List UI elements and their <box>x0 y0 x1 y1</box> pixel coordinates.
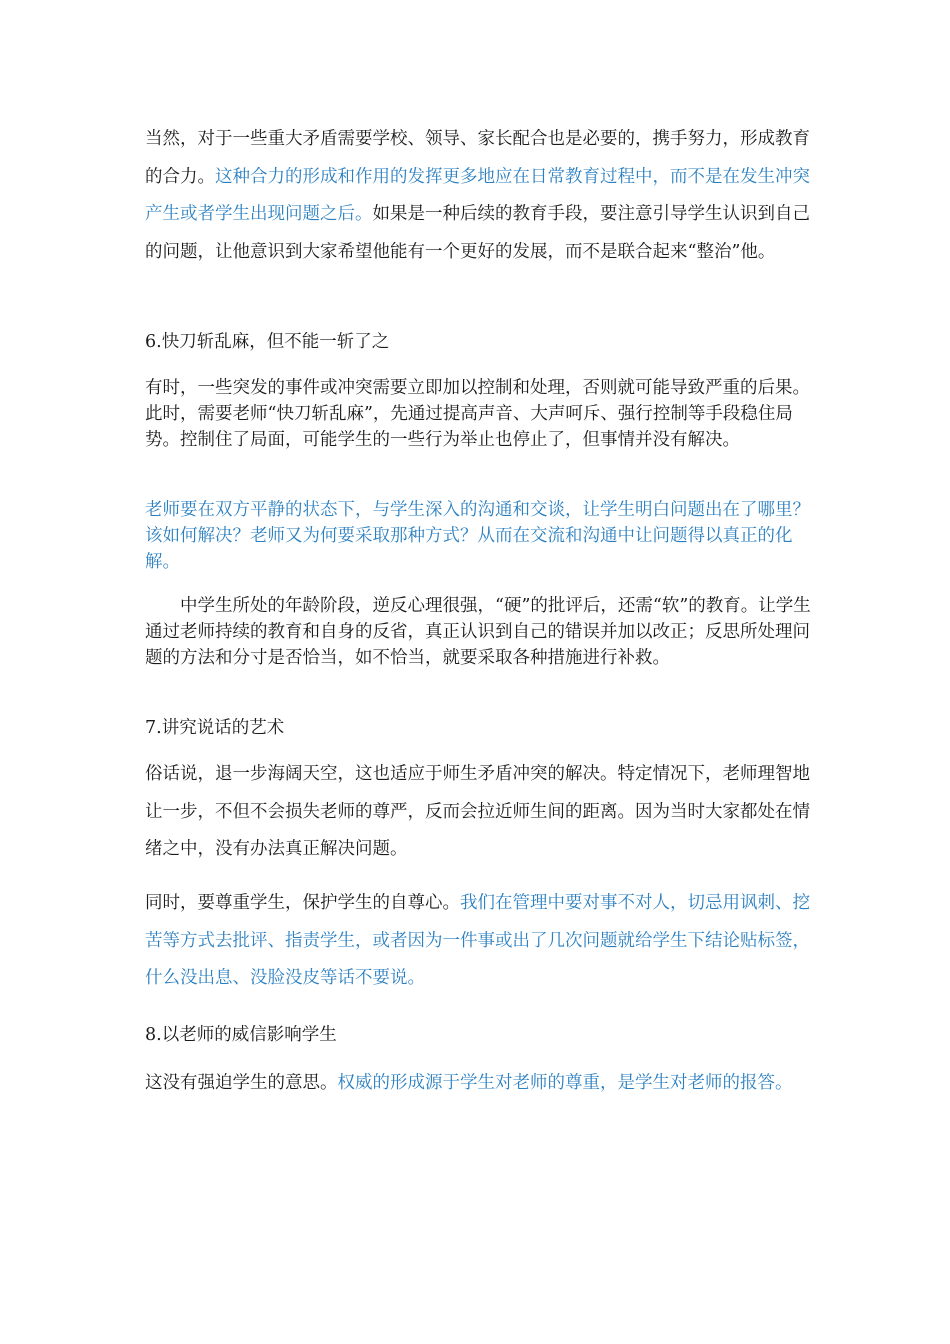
paragraph-text: 当然，对于一些重大矛盾需要学校、领导、家长配合也是必要的，携手努力，形成教育的合力。 <box>145 129 810 187</box>
highlighted-text: 我们在管理中要对事不对人，切忌用讽刺、挖苦等方式去批评、指责学生，或者因为一件事或出了几次问题就给学生下结论贴标签，什么没出息、没脸没皮等话不要说。 <box>145 893 810 988</box>
paragraph-text: 同时，要尊重学生，保护学生的自尊心。 <box>145 893 460 913</box>
paragraph-authority <box>145 1065 815 1103</box>
paragraph-respect-students <box>145 885 815 998</box>
section-heading-7: 7.讲究说话的艺术 <box>145 718 285 738</box>
paragraph-calm-communication: 老师要在双方平静的状态下，与学生深入的沟通和交谈，让学生明白问题出在了哪里？该如何解决？老师又为何要采取那种方式？从而在交流和沟通中让问题得以真正的化解。 <box>145 500 810 572</box>
section-heading-6: 6.快刀斩乱麻，但不能一斩了之 <box>145 332 390 352</box>
paragraph-middle-school: 中学生所处的年龄阶段，逆反心理很强，“硬”的批评后，还需“软”的教育。让学生通过老师持续的教育和自身的反省，真正认识到自己的错误并加以改正；反思所处理问题的方法和分寸是否恰当，如不恰当，就要采取各种措施进行补救。 <box>145 596 811 668</box>
highlighted-text: 权威的形成源于学生对老师的尊重，是学生对老师的报答。 <box>337 1073 793 1093</box>
paragraph-text: 这没有强迫学生的意思。 <box>145 1073 338 1093</box>
paragraph-joint-force <box>145 121 815 271</box>
paragraph-text: 如果是一种后续的教育手段，要注意引导学生认识到自己的问题，让他意识到大家希望他能有一个更好的发展，而不是联合起来“整治”他。 <box>145 204 810 262</box>
paragraph-sudden-events: 有时，一些突发的事件或冲突需要立即加以控制和处理，否则就可能导致严重的后果。此时，需要老师“快刀斩乱麻”，先通过提高声音、大声呵斥、强行控制等手段稳住局势。控制住了局面，可能学生的一些行为举止也停止了，但事情并没有解决。 <box>145 378 810 450</box>
highlighted-text: 这种合力的形成和作用的发挥更多地应在日常教育过程中，而不是在发生冲突产生或者学生出现问题之后。 <box>145 166 810 224</box>
paragraph-step-back: 俗话说，退一步海阔天空，这也适应于师生矛盾冲突的解决。特定情况下，老师理智地让一步，不但不会损失老师的尊严，反而会拉近师生间的距离。因为当时大家都处在情绪之中，没有办法真正解决问题。 <box>145 764 810 859</box>
section-heading-8: 8.以老师的威信影响学生 <box>145 1025 337 1045</box>
